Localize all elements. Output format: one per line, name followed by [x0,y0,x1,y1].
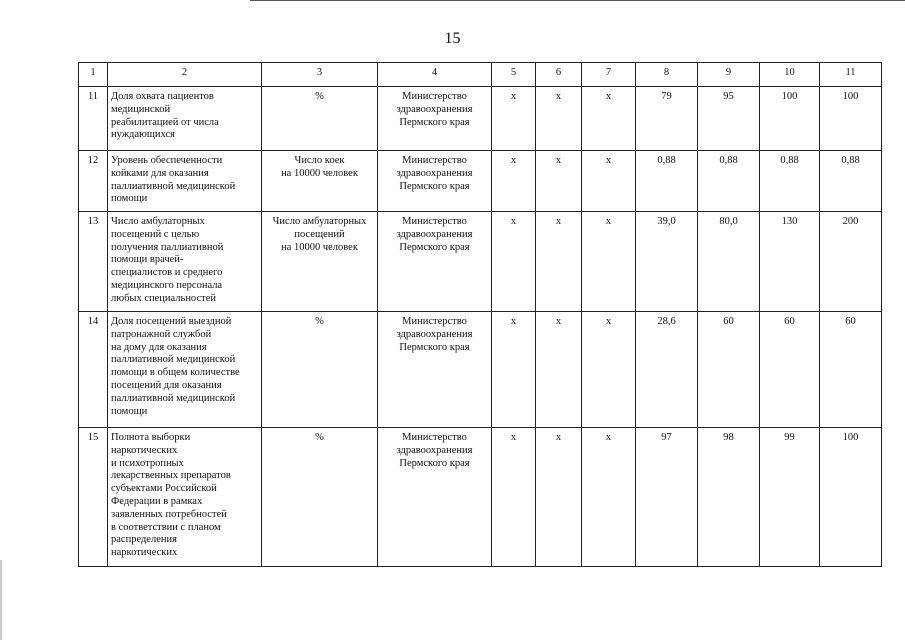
value-cell: х [536,428,582,567]
value-cell: х [492,428,536,567]
column-header: 2 [108,63,262,87]
indicator-name: Полнота выборки наркотических и психотропных лекарственных препаратов субъектами Российской Федерации в рамках заявленных потребностей в соответствии с планом распределения наркотических [108,428,262,567]
value-cell: 97 [636,428,698,567]
top-rule [250,0,905,1]
table-row [79,87,882,151]
column-header: 11 [820,63,882,87]
value-cell: х [582,87,636,151]
table-row [79,312,882,428]
indicator-name: Доля охвата пациентов медицинской реабилитацией от числа нуждающихся [108,87,262,151]
row-number: 13 [79,212,108,312]
column-header: 4 [378,63,492,87]
value-cell: 100 [760,87,820,151]
indicator-name: Доля посещений выездной патронажной службой на дому для оказания паллиативной медицинской помощи в общем количестве посещений для оказания паллиативной медицинской помощи [108,312,262,428]
unit-of-measure: % [262,87,378,151]
value-cell: х [492,87,536,151]
responsible-body: Министерство здравоохранения Пермского края [378,212,492,312]
responsible-body: Министерство здравоохранения Пермского края [378,87,492,151]
indicators-table [78,62,882,567]
page-number: 15 [444,30,461,47]
column-header: 5 [492,63,536,87]
unit-of-measure: Число амбулаторных посещений на 10000 человек [262,212,378,312]
unit-of-measure: Число коек на 10000 человек [262,151,378,212]
value-cell: х [492,312,536,428]
column-header: 8 [636,63,698,87]
value-cell: 99 [760,428,820,567]
header-row [79,63,882,87]
value-cell: 60 [760,312,820,428]
value-cell: 28,6 [636,312,698,428]
row-number: 14 [79,312,108,428]
value-cell: 39,0 [636,212,698,312]
indicator-name: Число амбулаторных посещений с целью получения паллиативной помощи врачей- специалистов и среднего медицинского персонала любых специальностей [108,212,262,312]
unit-of-measure: % [262,428,378,567]
table-row [79,428,882,567]
value-cell: х [536,87,582,151]
row-number: 12 [79,151,108,212]
column-header: 7 [582,63,636,87]
value-cell: 0,88 [820,151,882,212]
value-cell: 0,88 [636,151,698,212]
row-number: 11 [79,87,108,151]
column-header: 9 [698,63,760,87]
responsible-body: Министерство здравоохранения Пермского края [378,312,492,428]
column-header: 1 [79,63,108,87]
value-cell: 60 [820,312,882,428]
value-cell: х [536,212,582,312]
column-header: 6 [536,63,582,87]
value-cell: х [582,212,636,312]
value-cell: 0,88 [760,151,820,212]
responsible-body: Министерство здравоохранения Пермского края [378,151,492,212]
value-cell: х [582,312,636,428]
value-cell: х [582,151,636,212]
value-cell: х [582,428,636,567]
value-cell: 98 [698,428,760,567]
value-cell: 100 [820,87,882,151]
value-cell: 95 [698,87,760,151]
table-row [79,151,882,212]
responsible-body: Министерство здравоохранения Пермского края [378,428,492,567]
value-cell: 79 [636,87,698,151]
indicator-name: Уровень обеспеченности койками для оказания паллиативной медицинской помощи [108,151,262,212]
unit-of-measure: % [262,312,378,428]
scan-edge [0,560,2,640]
value-cell: 200 [820,212,882,312]
row-number: 15 [79,428,108,567]
value-cell: х [492,212,536,312]
value-cell: 60 [698,312,760,428]
value-cell: 130 [760,212,820,312]
value-cell: 80,0 [698,212,760,312]
table-row [79,212,882,312]
value-cell: 100 [820,428,882,567]
value-cell: х [536,151,582,212]
value-cell: х [536,312,582,428]
column-header: 10 [760,63,820,87]
column-header: 3 [262,63,378,87]
value-cell: 0,88 [698,151,760,212]
value-cell: х [492,151,536,212]
